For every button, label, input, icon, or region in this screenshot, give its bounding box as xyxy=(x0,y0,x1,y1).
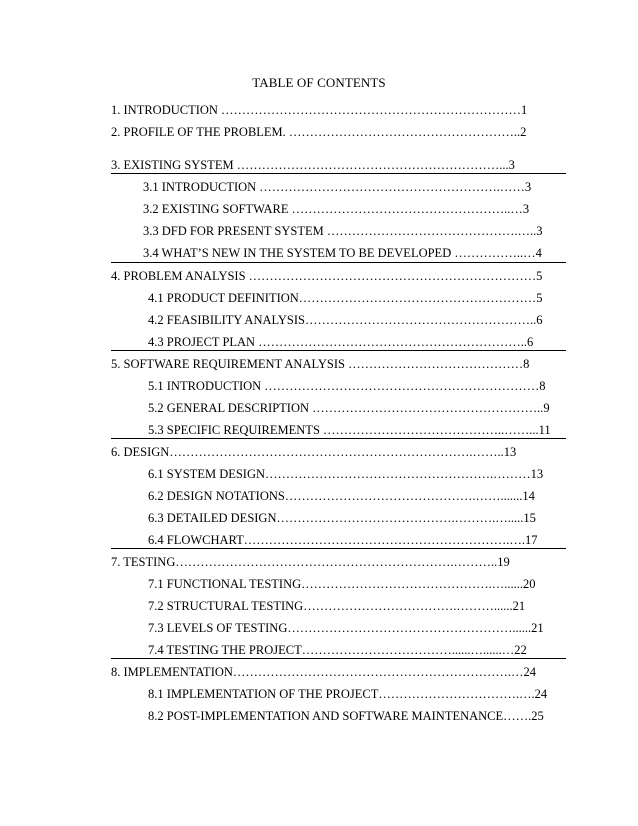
toc-entry-3-1: 3.1 INTRODUCTION ………………………………………………….……3 xyxy=(143,180,532,194)
divider xyxy=(111,438,566,439)
divider xyxy=(111,548,566,549)
divider xyxy=(111,658,566,659)
toc-entry-4-3: 4.3 PROJECT PLAN ………………………………………………………..6 xyxy=(148,335,534,349)
toc-entry-3: 3. EXISTING SYSTEM ………………………………………………………...3 xyxy=(111,158,515,172)
divider xyxy=(111,350,566,351)
divider xyxy=(111,262,566,263)
toc-entry-6-1: 6.1 SYSTEM DESIGN……………………………………………….………13 xyxy=(148,467,544,481)
toc-entry-8: 8. IMPLEMENTATION………………………………………………………….…24 xyxy=(111,665,537,679)
toc-entry-5-3: 5.3 SPECIFIC REQUIREMENTS ……………………………………..……...11 xyxy=(148,423,551,437)
toc-entry-5-1: 5.1 INTRODUCTION …………………………………………………………8 xyxy=(148,379,546,393)
toc-entry-6: 6. DESIGN……………………………………………………………….……..13 xyxy=(111,445,517,459)
toc-entry-5: 5. SOFTWARE REQUIREMENT ANALYSIS ……………………………………8 xyxy=(111,357,530,371)
toc-entry-7: 7. TESTING………………………………………………………….………..19 xyxy=(111,555,510,569)
toc-entry-7-4: 7.4 TESTING THE PROJECT………………………………......…......…22 xyxy=(148,643,527,657)
toc-entry-4: 4. PROBLEM ANALYSIS ……………………………………………………………5 xyxy=(111,269,543,283)
toc-entry-5-2: 5.2 GENERAL DESCRIPTION ………………………………………………..9 xyxy=(148,401,550,415)
toc-entry-3-4: 3.4 WHAT’S NEW IN THE SYSTEM TO BE DEVELOPED ……………..…4 xyxy=(143,246,542,260)
toc-entry-6-2: 6.2 DESIGN NOTATIONS……………………………………….…….......14 xyxy=(148,489,535,503)
divider xyxy=(111,173,566,174)
toc-entry-3-3: 3.3 DFD FOR PRESENT SYSTEM ……………………………………….…..3 xyxy=(143,224,543,238)
toc-entry-7-1: 7.1 FUNCTIONAL TESTING……………………………………….…......20 xyxy=(148,577,536,591)
toc-entry-7-2: 7.2 STRUCTURAL TESTING……………………………….………......21 xyxy=(148,599,526,613)
toc-entry-1: 1. INTRODUCTION ………………………………………………………………1 xyxy=(111,103,528,117)
toc-entry-4-1: 4.1 PRODUCT DEFINITION…………………………………………………5 xyxy=(148,291,543,305)
toc-entry-6-3: 6.3 DETAILED DESIGN…………………………………….……….….....15 xyxy=(148,511,536,525)
toc-entry-6-4: 6.4 FLOWCHART……………………………………………………….….17 xyxy=(148,533,538,547)
toc-entry-3-2: 3.2 EXISTING SOFTWARE ……………………………………………..…3 xyxy=(143,202,530,216)
toc-entry-7-3: 7.3 LEVELS OF TESTING………………………………………………......21 xyxy=(148,621,544,635)
toc-entry-2: 2. PROFILE OF THE PROBLEM. ………………………………………………..2 xyxy=(111,125,527,139)
toc-entry-4-2: 4.2 FEASIBILITY ANALYSIS………………………………………………..6 xyxy=(148,313,543,327)
page-title: TABLE OF CONTENTS xyxy=(252,75,386,90)
toc-entry-8-1: 8.1 IMPLEMENTATION OF THE PROJECT…………………………….….24 xyxy=(148,687,548,701)
toc-entry-8-2: 8.2 POST-IMPLEMENTATION AND SOFTWARE MAINTENANCE…….25 xyxy=(148,709,544,723)
